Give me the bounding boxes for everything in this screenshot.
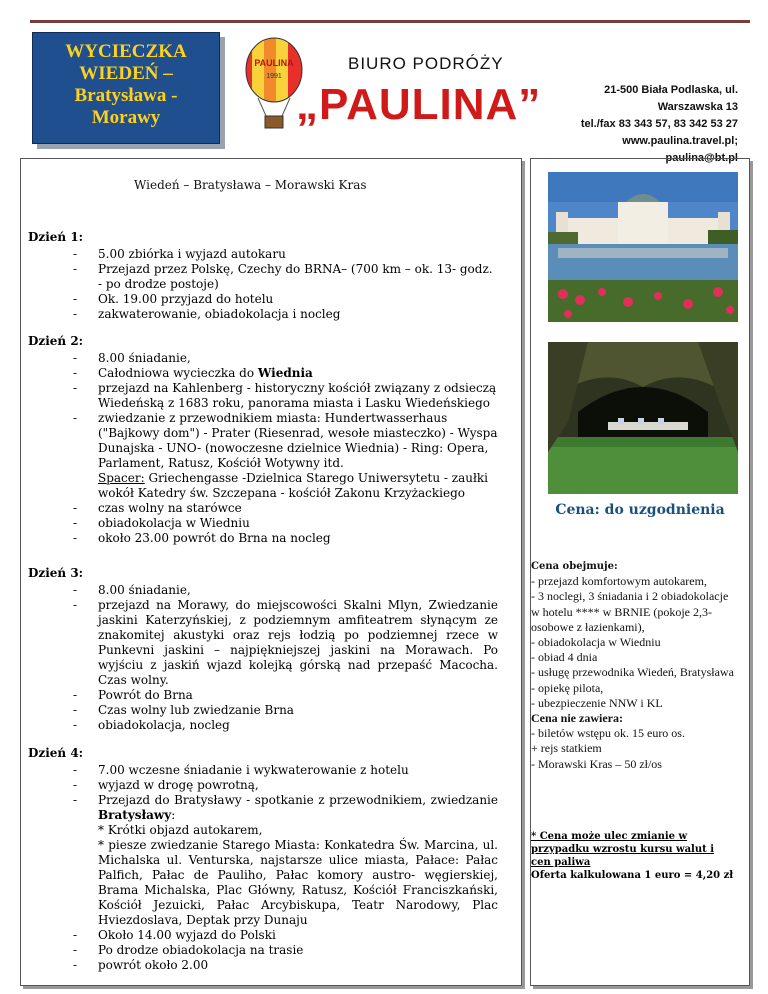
agency-contact [548, 82, 738, 167]
walk-label: Spacer: [98, 471, 145, 485]
day-4 [28, 746, 498, 973]
list-item: - Ok. 19.00 przyjazd do hotelu [28, 292, 498, 307]
include-item: - ubezpieczenie NNW i KL [531, 695, 663, 710]
list-item: - Czas wolny lub zwiedzanie Brna [28, 703, 498, 718]
list-item: - 5.00 zbiórka i wyjazd autokaru [28, 247, 498, 262]
list-item: - około 23.00 powrót do Brna na nocleg [28, 531, 498, 546]
city-name: Wiednia [257, 366, 313, 380]
list-item [28, 411, 498, 501]
title-line: Bratysława - [74, 85, 178, 106]
list-item [28, 366, 498, 381]
text: : [171, 808, 176, 822]
day-2 [28, 334, 498, 546]
include-item: - usługę przewodnika Wiedeń, Bratysława [531, 665, 734, 680]
text: Przejazd do Bratysławy - spotkanie z przewodnikiem, zwiedzanie [98, 793, 498, 807]
include-item: - opiekę pilota, [531, 680, 604, 695]
trip-title-box [32, 32, 220, 144]
route-title: Wiedeń – Bratysława – Morawski Kras [134, 178, 367, 192]
text: zwiedzanie z przewodnikiem miasta: Hundertwasserhaus ("Bajkowy dom") - Prater (Riesenrad, wesołe miasteczko) - Wyspa Dunajska - UNO- (nowoczesne dzielnice Wiednia) - Ring: Opera, Parlament, Ratusz, Kościół Wotywny itd. [98, 411, 498, 470]
belvedere-palace-photo [548, 172, 738, 322]
list-item [28, 793, 498, 928]
price-details [531, 559, 737, 772]
day-label: Dzień 2: [28, 334, 84, 348]
text: * piesze zwiedzanie Starego Miasta: Konkatedra Św. Marcina, ul. Michalska ul. Venturska, najstarsze ulice miasta, Pałace: Pałac Palfich, Pałac de Pauliho, Pałac komory austro- węgierskiej, Brama Michalska, Plac Główny, Ratusz, Kościół Franciszkański, Kościół Jezuicki, Pałac Arcybiskupa, Teatr Narodowy, Plac Hviezdoslava, Deptak przy Dunaju [98, 838, 498, 927]
agency-type: BIURO PODRÓŻY [348, 54, 504, 73]
top-divider [30, 20, 750, 23]
day-label: Dzień 3: [28, 566, 84, 580]
list-item: - Powrót do Brna [28, 688, 498, 703]
day-3 [28, 566, 498, 733]
list-item: - 8.00 śniadanie, [28, 583, 498, 598]
include-item: - obiad 4 dnia [531, 650, 598, 665]
list-item: - zakwaterowanie, obiadokolacja i nocleg [28, 307, 498, 322]
day-label: Dzień 1: [28, 230, 84, 244]
list-item: - Przejazd przez Polskę, Czechy do BRNA– (700 km – ok. 13- godz. - po drodze postoje) [28, 262, 498, 292]
list-item: - obiadokolacja, nocleg [28, 718, 498, 733]
cave-boat-photo [548, 342, 738, 494]
exclude-item: - Morawski Kras – 50 zł/os [531, 756, 662, 771]
day-label: Dzień 4: [28, 746, 84, 760]
list-item: - wyjazd w drogę powrotną, [28, 778, 498, 793]
list-item: - przejazd na Morawy, do miejscowości Skalni Mlyn, Zwiedzanie jaskini Katerzyńskiej, z podziemnym amfiteatrem słynącym ze znakomitej akustyki oraz rejs łodzią po podziemnej rzece w Punkevni jaskini – najpiękniejszej jaskini na Morawach. Po wyjściu z jaskiń wjazd kolejką górską nad przepaść Macocha. Czas wolny. [28, 598, 498, 688]
includes-header: Cena obejmuje: [531, 561, 618, 572]
exchange-rate-note: Oferta kalkulowana 1 euro = 4,20 zł [531, 870, 734, 881]
text: Całodniowa wycieczka do [98, 366, 258, 380]
list-item: - obiadokolacja w Wiedniu [28, 516, 498, 531]
contact-phone: tel./fax 83 343 57, 83 342 53 27 [580, 118, 738, 130]
price-change-note: * Cena może ulec zmianie w przypadku wzrostu kursu walut i cen paliwa [531, 831, 715, 868]
list-item: - czas wolny na starówce [28, 501, 498, 516]
title-line: WIEDEŃ – [79, 63, 173, 84]
exclude-item: - biletów wstępu ok. 15 euro os. [531, 726, 685, 741]
price-heading: Cena: do uzgodnienia [555, 502, 725, 518]
city-name: Bratysławy [98, 808, 172, 822]
day-1 [28, 230, 498, 322]
excludes-header: Cena nie zawiera: [531, 711, 623, 726]
exclude-item: + rejs statkiem [531, 741, 602, 756]
agency-name: „PAULINA” [296, 80, 542, 129]
text: * Krótki objazd autokarem, [98, 823, 263, 837]
text: Griechengasse -Dzielnica Starego Uniwersytetu - zaułki wokół Katedry św. Szczepana - kościół Zakonu Krzyżackiego [98, 471, 488, 500]
balloon-text: PAULINA [254, 58, 294, 68]
include-item: - obiadokolacja w Wiedniu [531, 635, 661, 650]
list-item: - powrót około 2.00 [28, 958, 498, 973]
list-item: - 7.00 wczesne śniadanie i wykwaterowanie z hotelu [28, 763, 498, 778]
list-item: - Po drodze obiadokolacja na trasie [28, 943, 498, 958]
contact-web: www.paulina.travel.pl; paulina@bt.pl [622, 135, 738, 164]
list-item: - 8.00 śniadanie, [28, 351, 498, 366]
list-item: - Około 14.00 wyjazd do Polski [28, 928, 498, 943]
balloon-year: 1991 [266, 73, 282, 80]
list-item: - przejazd na Kahlenberg - historyczny kościół związany z odsieczą Wiedeńską z 1683 roku, panorama miasta i Lasku Wiedeńskiego [28, 381, 498, 411]
title-line: WYCIECZKA [65, 41, 187, 62]
price-notes [531, 830, 737, 882]
contact-address: 21-500 Biała Podlaska, ul. Warszawska 13 [604, 84, 738, 113]
title-line: Morawy [91, 107, 161, 128]
include-item: - przejazd komfortowym autokarem, [531, 574, 707, 589]
include-item: - 3 noclegi, 3 śniadania i 2 obiadokolacje w hotelu **** w BRNIE (pokoje 2,3-osobowe z łazienkami), [531, 589, 729, 634]
